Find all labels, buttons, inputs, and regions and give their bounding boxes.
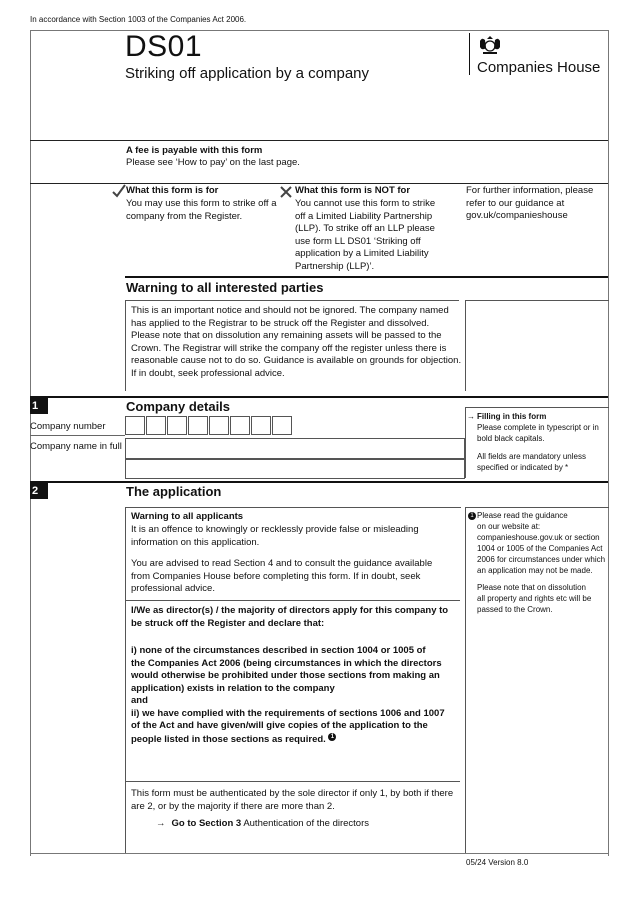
form-title: Striking off application by a company [125,65,370,82]
goto-arrow-icon: → [156,818,166,829]
legal-note: In accordance with Section 1003 of the Companies Act 2006. [30,15,247,24]
help-title: Filling in this form [477,412,547,421]
section1-title: Company details [126,399,231,414]
guidance-text-2: Please note that on dissolution all property and rights etc will be passed to the Crown. [477,583,592,614]
guidance-panel-top [465,507,608,508]
company-number-box-1[interactable] [125,416,145,435]
not-for-text: You cannot use this form to strike off a Limited Liability Partnership (LLP). To strike off an LLP please use form LL DS01 ‘Striking off application by a Limited Liability Partnership (LLP)’. [295,198,436,272]
warning-title: Warning to all interested parties [126,280,324,295]
companies-house-logo [469,33,609,77]
company-number-box-6[interactable] [230,416,250,435]
applicants-warning-title: Warning to all applicants [131,511,244,522]
not-for-title: What this form is NOT for [295,185,411,196]
advice-text: You are advised to read Section 4 and to consult the guidance available from Companies House before completing this form. If in doubt, seek professional advice. [131,558,433,594]
version-label: 05/24 Version 8.0 [466,858,529,867]
checkmark-icon [112,184,126,198]
warning-side-panel [465,300,609,391]
section1-rule [30,396,608,398]
section2-rule [30,481,608,483]
warning-heading-rule [125,276,608,278]
declaration-text: I/We as director(s) / the majority of directors apply for this company to be struck off the Register and declare that: [131,605,449,629]
company-number-box-3[interactable] [167,416,187,435]
section2-title: The application [126,484,222,499]
goto-section: Go to Section 3 [171,818,242,829]
section1-help-top [465,407,608,408]
company-name-label: Company name in full [30,441,122,452]
company-number-underline [30,435,125,436]
company-number-box-4[interactable] [188,416,208,435]
help-text: Please complete in typescript or in bold black capitals. [477,423,599,443]
fee-top-rule [30,140,608,141]
company-number-box-7[interactable] [251,416,271,435]
warning-panel-top [125,300,458,301]
royal-crest-icon [477,35,503,57]
company-number-box-5[interactable] [209,416,229,435]
note-marker-icon: 1 [328,733,336,741]
auth-top [125,781,460,782]
warning-text: This is an important notice and should not be ignored. The company named has applied to the Registrar to be struck off the Register and dissolved. Please note that on dissolution any remaining assets will be passed to the Crown. The Registrar will strike the company off the register unless there is reasonable cause not to do so. Guidance is available on grounds for objection. If in doubt, seek professional advice. [131,305,462,379]
applicants-warning-text: It is an offence to knowingly or recklessly provide false or misleading information on this application. [131,524,419,548]
company-name-input-line-2[interactable] [125,459,465,479]
declaration-clauses: i) none of the circumstances described in section 1004 or 1005 of the Companies Act 2006 (being circumstances in which the directors would otherwise be prohibited under those sections from making an application) exists in relation to the company and ii) we have complied with the requirements of sections 1006 and 1007 of the Act and have given/will give copies of the application to the people listed in those sections as required. 1 [131,645,445,745]
goto-link[interactable] [156,818,369,831]
guidance-text: Please read the guidance on our website at: companieshouse.gov.uk or section 1004 or 1005 of the Companies Act 2006 for circumstances under which an application may not be made. [477,511,606,575]
cross-icon [280,186,292,198]
declaration-top [125,600,460,601]
fee-title: A fee is payable with this form [126,145,263,156]
fee-text: Please see ‘How to pay’ on the last page. [126,157,300,168]
help-text-2: All fields are mandatory unless specified or indicated by * [477,452,586,472]
section2-number: 2 [30,483,48,499]
application-panel-top [125,507,460,508]
section1-number: 1 [30,398,48,414]
form-code: DS01 [125,30,203,63]
footer-rule [30,853,608,854]
goto-text: Authentication of the directors [243,818,369,829]
company-number-box-2[interactable] [146,416,166,435]
is-for-title: What this form is for [126,185,219,196]
auth-text: This form must be authenticated by the sole director if only 1, by both if there are 2, or by the majority if there are more than 2. [131,788,454,812]
logo-bar [469,33,470,75]
company-name-input[interactable] [125,438,465,459]
company-number-box-8[interactable] [272,416,292,435]
logo-text: Companies House [477,59,601,76]
filling-arrow-icon: → [467,412,475,421]
is-for-text: You may use this form to strike off a company from the Register. [126,198,277,222]
top-rule [30,30,608,31]
company-number-label: Company number [30,421,106,432]
guidance-note-icon: 1 [468,512,476,520]
info-text: For further information, please refer to our guidance at gov.uk/companieshouse [466,185,594,221]
